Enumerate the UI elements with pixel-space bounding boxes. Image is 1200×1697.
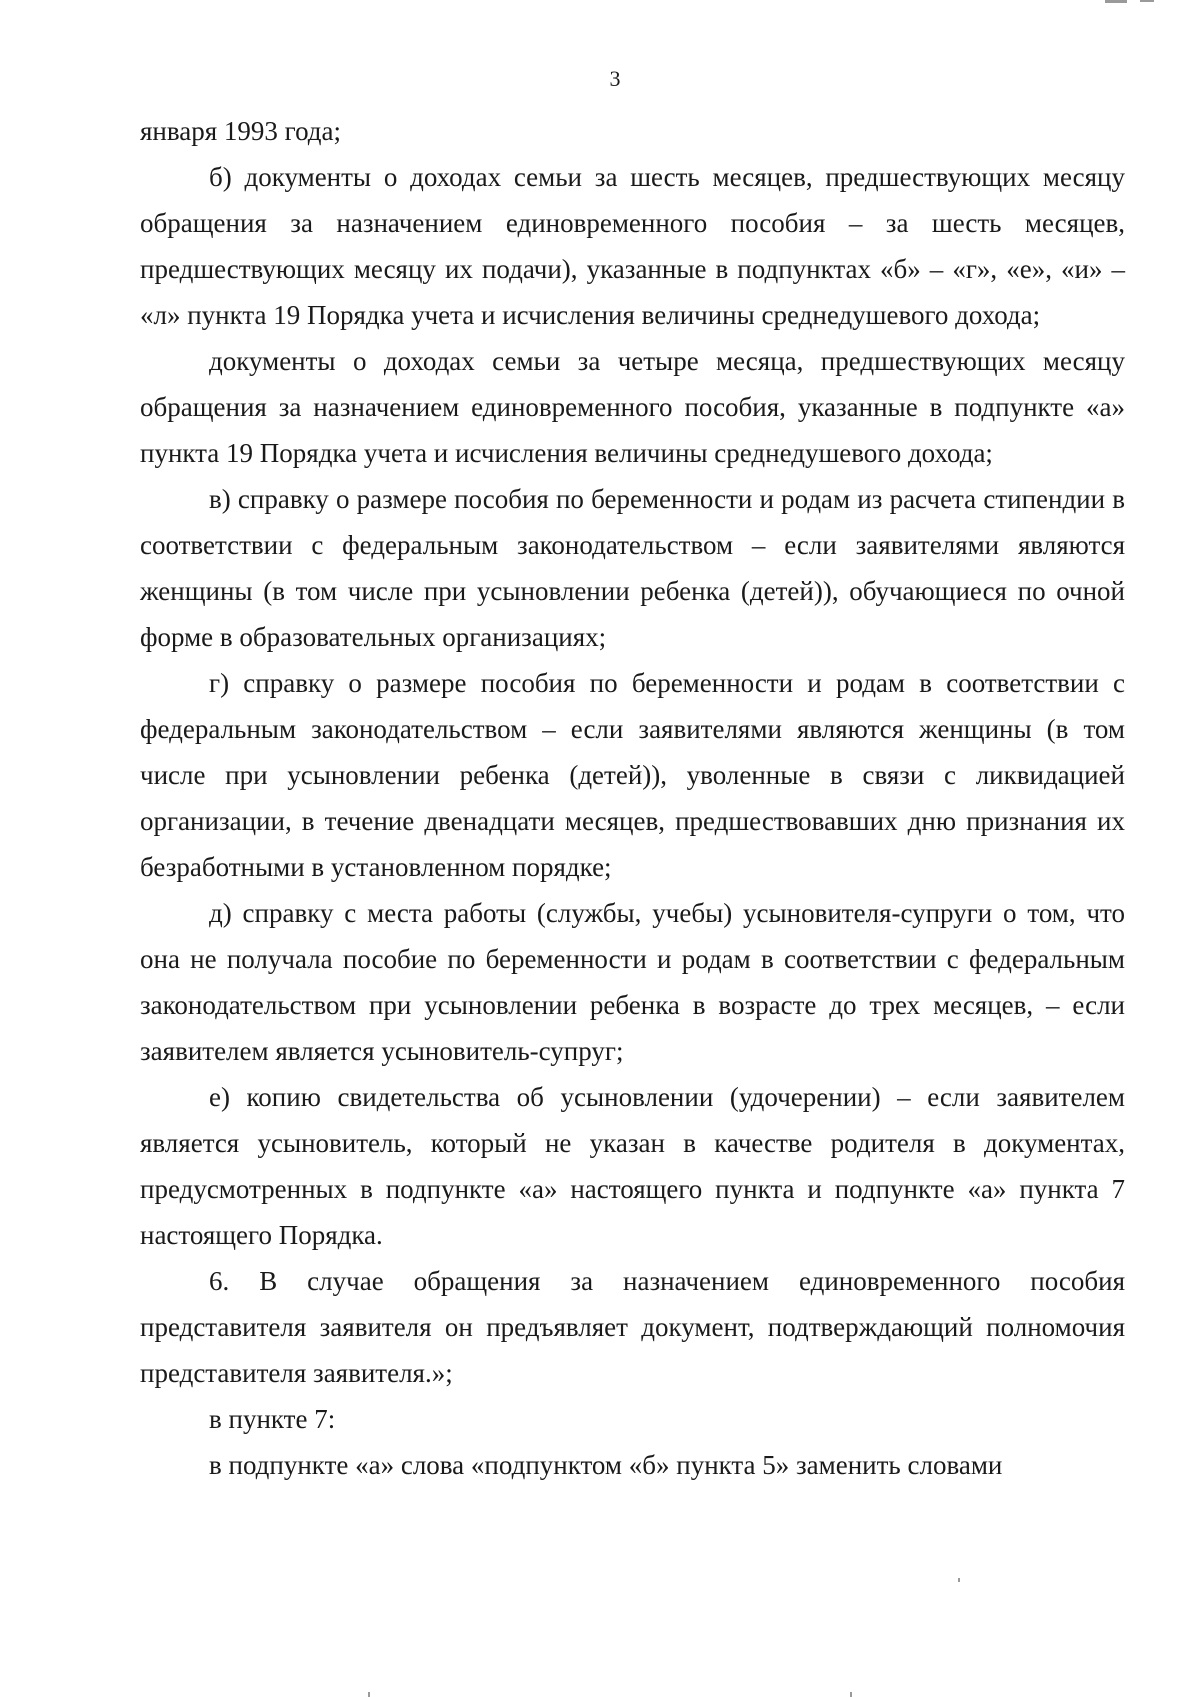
document-body	[140, 108, 1125, 1488]
paragraph-item-v: в) справку о размере пособия по беременности и родам из расчета стипендии в соответствии с федеральным законодательством – если заявителями являются женщины (в том числе при усыновлении ребенка (детей)), обучающиеся по очной форме в образовательных организациях;	[140, 484, 1125, 652]
paragraph-item-b-continued: документы о доходах семьи за четыре месяца, предшествующих месяцу обращения за назначением единовременного пособия, указанные в подпункте «а» пункта 19 Порядка учета и исчисления величины среднедушевого дохода;	[140, 346, 1125, 468]
scan-artifact	[1140, 0, 1154, 2]
paragraph-item-d: д) справку с места работы (службы, учебы) усыновителя-супруги о том, что она не получала пособие по беременности и родам в соответствии с федеральным законодательством при усыновлении ребенка в возрасте до трех месяцев, – если заявителем является усыновитель-супруг;	[140, 898, 1125, 1066]
scan-artifact	[958, 1578, 960, 1582]
page-number: 3	[609, 66, 621, 91]
paragraph-point-7-heading: в пункте 7:	[209, 1404, 336, 1434]
paragraph-item-e: е) копию свидетельства об усыновлении (удочерении) – если заявителем является усыновитель, который не указан в качестве родителя в документах, предусмотренных в подпункте «а» настоящего пункта и подпункте «а» пункта 7 настоящего Порядка.	[140, 1082, 1125, 1250]
paragraph-continuation: января 1993 года;	[140, 116, 342, 146]
paragraph-subpoint-a: в подпункте «а» слова «подпунктом «б» пункта 5» заменить словами	[209, 1450, 1003, 1480]
paragraph-point-6: 6. В случае обращения за назначением единовременного пособия представителя заявителя он предъявляет документ, подтверждающий полномочия представителя заявителя.»;	[140, 1266, 1125, 1388]
paragraph-item-b: б) документы о доходах семьи за шесть месяцев, предшествующих месяцу обращения за назначением единовременного пособия – за шесть месяцев, предшествующих месяцу их подачи), указанные в подпунктах «б» – «г», «е», «и» – «л» пункта 19 Порядка учета и исчисления величины среднедушевого дохода;	[140, 162, 1125, 330]
scan-artifact	[1105, 0, 1127, 3]
scan-artifact	[368, 1692, 370, 1697]
paragraph-item-g: г) справку о размере пособия по беременности и родам в соответствии с федеральным законодательством – если заявителями являются женщины (в том числе при усыновлении ребенка (детей)), уволенные в связи с ликвидацией организации, в течение двенадцати месяцев, предшествовавших дню признания их безработными в установленном порядке;	[140, 668, 1125, 882]
scan-artifact	[850, 1692, 852, 1697]
